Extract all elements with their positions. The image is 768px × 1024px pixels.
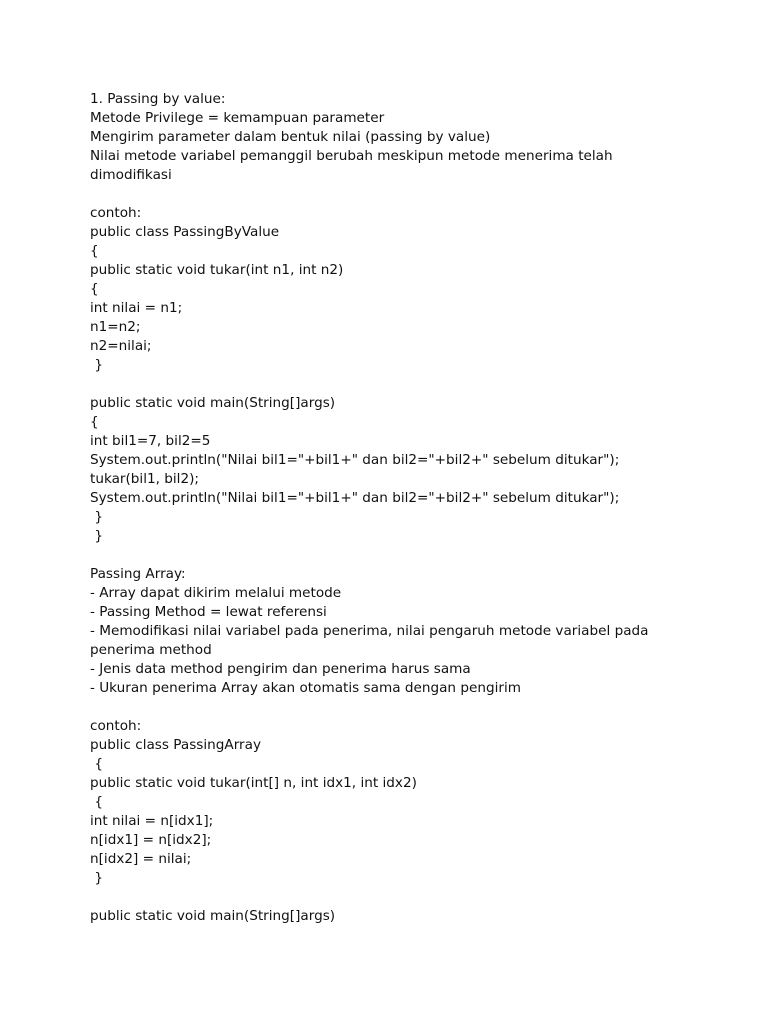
text-line: Nilai metode variabel pemanggil berubah meskipun metode menerima telah xyxy=(90,148,613,164)
bullet-item: - Memodifikasi nilai variabel pada penerima, nilai pengaruh metode variabel pada xyxy=(90,623,649,639)
example-label: contoh: xyxy=(90,205,142,221)
code-line: int bil1=7, bil2=5 xyxy=(90,433,211,449)
heading-passing-by-value: 1. Passing by value: xyxy=(90,91,226,107)
text-line: Mengirim parameter dalam bentuk nilai (passing by value) xyxy=(90,129,491,145)
document-body xyxy=(90,90,690,926)
code-line: public class PassingByValue xyxy=(90,224,280,240)
blank-line xyxy=(90,375,690,394)
code-line: } xyxy=(90,870,103,886)
code-line: System.out.println("Nilai bil1="+bil1+" dan bil2="+bil2+" sebelum ditukar"); xyxy=(90,490,620,506)
code-line: { xyxy=(90,243,99,259)
code-line: n[idx1] = n[idx2]; xyxy=(90,832,212,848)
bullet-item: - Array dapat dikirim melalui metode xyxy=(90,585,342,601)
code-line: } xyxy=(90,509,103,525)
code-line: tukar(bil1, bil2); xyxy=(90,471,199,487)
code-line: public static void main(String[]args) xyxy=(90,395,336,411)
code-line: int nilai = n[idx1]; xyxy=(90,813,214,829)
blank-line xyxy=(90,698,690,717)
code-line: n2=nilai; xyxy=(90,338,152,354)
bullet-item: - Passing Method = lewat referensi xyxy=(90,604,327,620)
blank-line xyxy=(90,546,690,565)
code-line: } xyxy=(90,357,103,373)
code-line: { xyxy=(90,414,99,430)
code-line: public static void tukar(int[] n, int idx1, int idx2) xyxy=(90,775,417,791)
code-line: { xyxy=(90,794,103,810)
bullet-item-continuation: penerima method xyxy=(90,642,212,658)
code-line: public static void main(String[]args) xyxy=(90,908,336,924)
code-line: } xyxy=(90,528,103,544)
example-label: contoh: xyxy=(90,718,142,734)
code-line: { xyxy=(90,756,103,772)
code-line: public static void tukar(int n1, int n2) xyxy=(90,262,344,278)
code-line: n[idx2] = nilai; xyxy=(90,851,192,867)
code-line: int nilai = n1; xyxy=(90,300,183,316)
blank-line xyxy=(90,185,690,204)
blank-line xyxy=(90,888,690,907)
heading-passing-array: Passing Array: xyxy=(90,566,186,582)
code-line: System.out.println("Nilai bil1="+bil1+" dan bil2="+bil2+" sebelum ditukar"); xyxy=(90,452,620,468)
code-line: n1=n2; xyxy=(90,319,141,335)
bullet-item: - Ukuran penerima Array akan otomatis sama dengan pengirim xyxy=(90,680,521,696)
text-line: Metode Privilege = kemampuan parameter xyxy=(90,110,385,126)
bullet-item: - Jenis data method pengirim dan penerima harus sama xyxy=(90,661,471,677)
text-line: dimodifikasi xyxy=(90,167,172,183)
code-line: { xyxy=(90,281,99,297)
code-line: public class PassingArray xyxy=(90,737,262,753)
